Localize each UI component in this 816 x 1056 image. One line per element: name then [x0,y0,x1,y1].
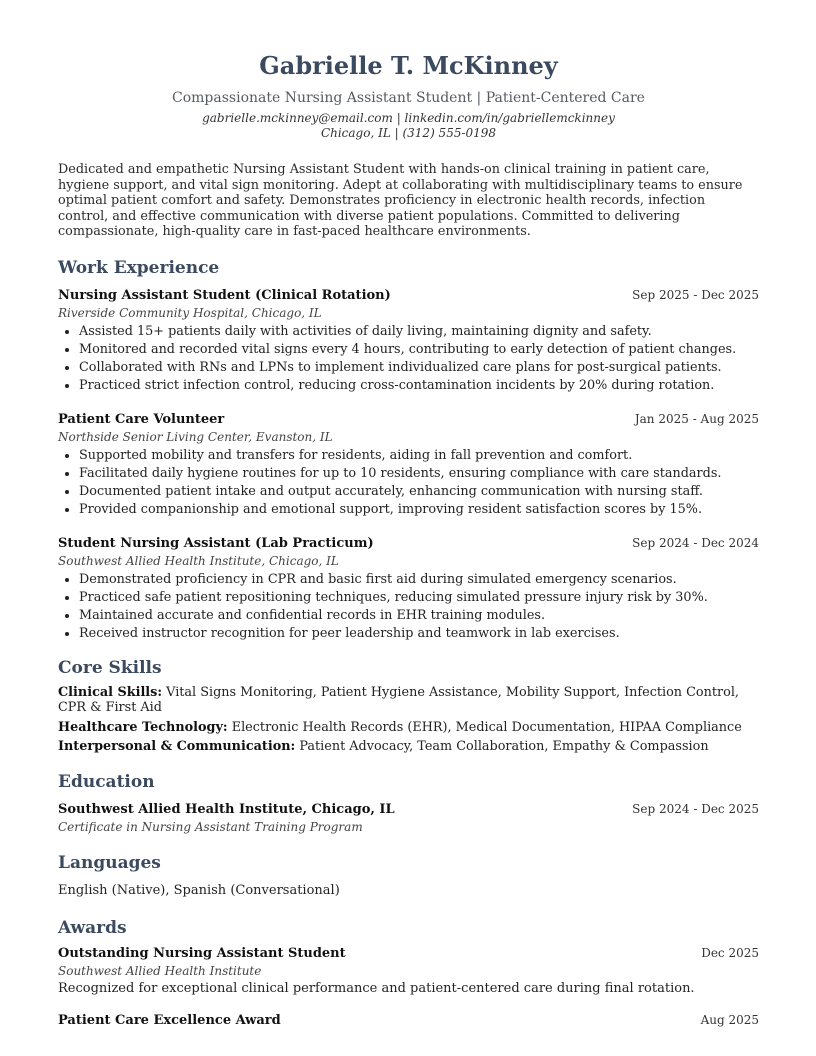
skill-line [58,685,759,716]
job-dates: Sep 2024 - Dec 2024 [632,535,759,550]
award-entry [58,945,759,997]
job-bullet: • Provided companionship and emotional support, improving resident satisfaction scores by 15%. [79,501,759,519]
award-description: Recognized for exceptional clinical performance and patient-centered care during final rotation. [58,980,695,996]
contact-email-linkedin: gabrielle.mckinney@email.com | linkedin.com/in/gabriellemckinney [202,111,615,125]
languages-text: English (Native), Spanish (Conversational) [58,882,340,898]
award-date: Aug 2025 [700,1012,759,1027]
education-dates: Sep 2024 - Dec 2025 [632,801,759,816]
job-bullet: • Maintained accurate and confidential records in EHR training modules. [79,607,759,625]
skill-text: Patient Advocacy, Team Collaboration, Empathy & Compassion [299,739,709,754]
job-bullet: • Practiced safe patient repositioning techniques, reducing simulated pressure injury risk by 30%. [79,589,759,607]
education-program: Certificate in Nursing Assistant Training Program [58,819,363,834]
job-org: Southwest Allied Health Institute, Chicago, IL [58,553,339,568]
job-bullet: • Monitored and recorded vital signs every 4 hours, contributing to early detection of patient changes. [79,341,759,359]
job-org: Riverside Community Hospital, Chicago, IL [58,305,322,320]
skill-label: Clinical Skills: [58,684,163,700]
job-bullet: • Collaborated with RNs and LPNs to implement individualized care plans for post-surgical patients. [79,359,759,377]
headline: Compassionate Nursing Assistant Student | Patient-Centered Care [172,90,645,106]
job-bullets [58,447,759,519]
award-date: Dec 2025 [701,945,759,960]
job-entry [58,535,759,643]
awards-section [58,917,759,1029]
job-bullet: • Received instructor recognition for peer leadership and teamwork in lab exercises. [79,625,759,643]
skill-text: Electronic Health Records (EHR), Medical Documentation, HIPAA Compliance [231,719,742,735]
contact-location-phone: Chicago, IL | (312) 555-0198 [320,126,497,140]
job-bullet: • Assisted 15+ patients daily with activities of daily living, maintaining dignity and safety. [79,323,759,341]
skill-line [58,720,759,736]
section-title-core-skills: Core Skills [58,657,162,678]
education-section [58,771,759,836]
job-bullets [58,571,759,643]
job-bullet: • Practiced strict infection control, reducing cross-contamination incidents by 20% during rotation. [79,377,759,395]
section-title-languages: Languages [58,852,161,873]
core-skills-section [58,657,759,755]
languages-section [58,852,759,899]
award-org: Southwest Allied Health Institute [58,963,262,978]
contact-info [58,111,759,141]
summary-paragraph: Dedicated and empathetic Nursing Assistant Student with hands-on clinical training in patient care, hygiene support, and vital sign monitoring. Adept at collaborating with multidisciplinary teams to ensure optimal patient comfort and safety. Demonstrates proficiency in electronic health records, infection control, and effective communication with diverse patient populations. Committed to delivering compassionate, high-quality care in fast-paced healthcare environments. [58,162,743,239]
job-entry [58,287,759,395]
job-dates: Sep 2025 - Dec 2025 [632,287,759,302]
job-org: Northside Senior Living Center, Evanston, IL [58,429,333,444]
job-title: Nursing Assistant Student (Clinical Rotation) [58,287,391,303]
resume-content [58,50,759,1029]
skill-text: Vital Signs Monitoring, Patient Hygiene Assistance, Mobility Support, Infection Control, CPR & First Aid [58,684,739,715]
skill-label: Interpersonal & Communication: [58,739,296,754]
candidate-name: Gabrielle T. McKinney [259,51,558,80]
job-bullet: • Demonstrated proficiency in CPR and basic first aid during simulated emergency scenarios. [79,571,759,589]
job-title: Student Nursing Assistant (Lab Practicum) [58,535,374,551]
job-dates: Jan 2025 - Aug 2025 [634,411,759,426]
award-title: Patient Care Excellence Award [58,1012,281,1028]
section-title-work-experience: Work Experience [58,257,220,278]
job-bullet: • Facilitated daily hygiene routines for up to 10 residents, ensuring compliance with care standards. [79,465,759,483]
job-bullet: • Supported mobility and transfers for residents, aiding in fall prevention and comfort. [79,447,759,465]
work-experience-section [58,257,759,643]
job-bullet: • Documented patient intake and output accurately, enhancing communication with nursing staff. [79,483,759,501]
section-title-education: Education [58,771,155,792]
job-bullets [58,323,759,395]
skill-label: Healthcare Technology: [58,719,228,735]
job-entry [58,411,759,519]
section-title-awards: Awards [58,917,127,938]
award-title: Outstanding Nursing Assistant Student [58,945,346,961]
job-title: Patient Care Volunteer [58,411,225,427]
skill-line [58,739,759,755]
school-name: Southwest Allied Health Institute, Chicago, IL [58,801,395,817]
award-entry [58,1012,759,1029]
